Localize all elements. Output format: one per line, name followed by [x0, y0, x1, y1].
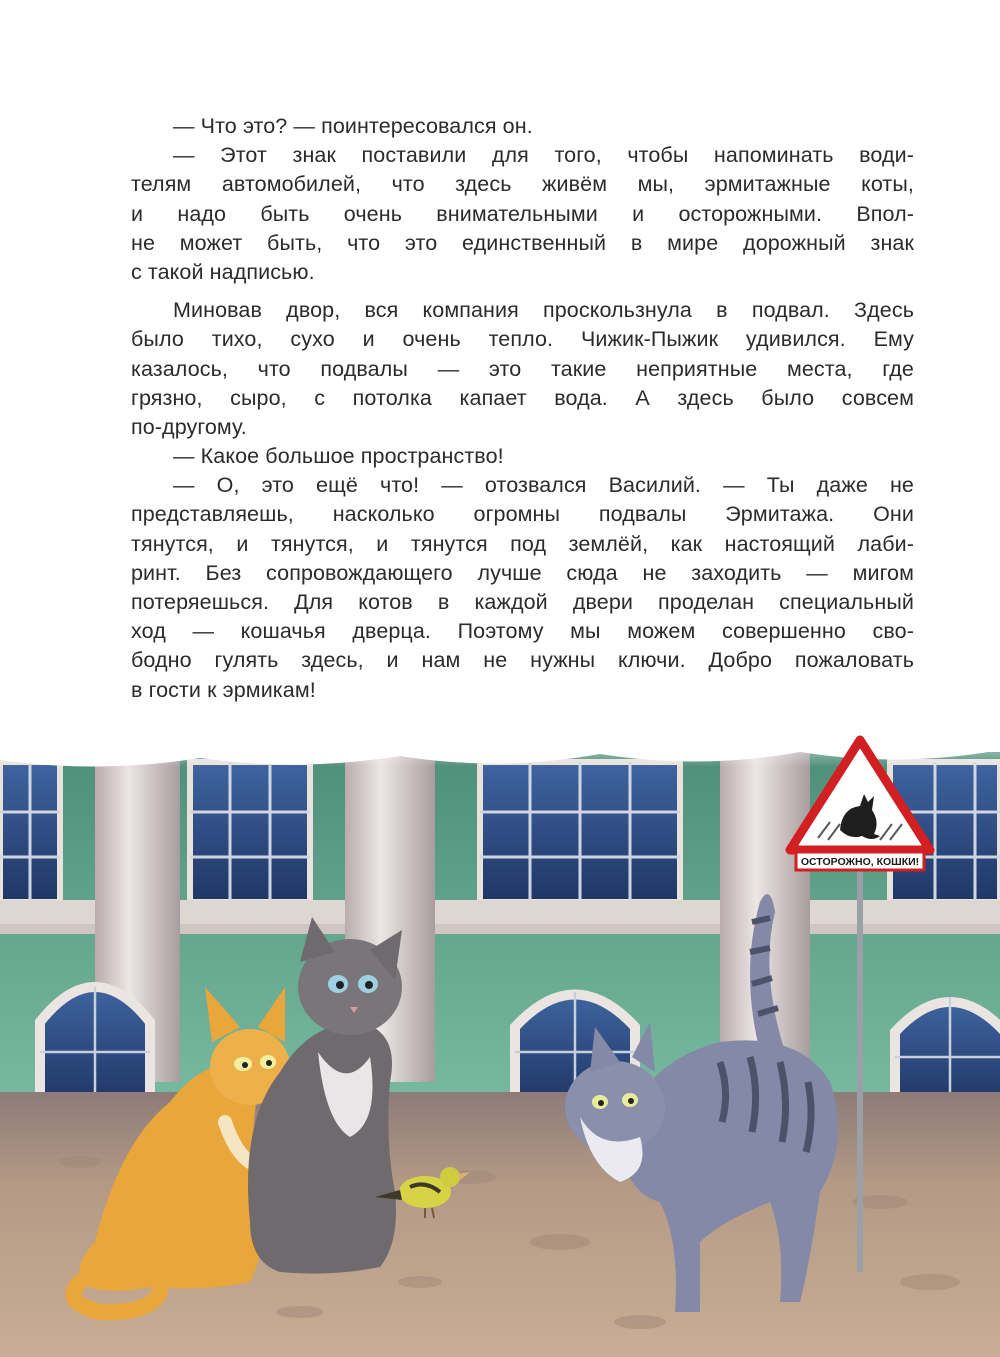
- text-line: — Что это? — поинтересовался он.: [173, 114, 533, 138]
- text-line: бодно гулять здесь, и нам не нужны ключи. Добро пожаловать: [131, 648, 914, 673]
- courtyard-illustration: [0, 722, 1000, 1357]
- text-line: грязно, сыро, с потолка капает вода. А здесь было совсем: [131, 385, 914, 410]
- text-line: тянутся, и тянутся, и тянутся под землёй, как настоящий лаби-: [131, 531, 914, 556]
- text-line: не может быть, что это единственный в мире дорожный знак: [131, 230, 914, 255]
- text-line: Миновав двор, вся компания проскользнула в подвал. Здесь: [173, 298, 914, 323]
- text-line: — О, это ещё что! — отозвался Василий. — Ты даже не: [173, 473, 914, 498]
- text-line: в гости к эрмикам!: [131, 677, 316, 702]
- text-line: с такой надписью.: [131, 259, 315, 284]
- text-line: ринт. Без сопровождающего лучше сюда не заходить — мигом: [131, 560, 914, 585]
- text-line: телям автомобилей, что здесь живём мы, эрмитажные коты,: [131, 172, 914, 197]
- text-line: казалось, что подвалы — это такие неприятные места, где: [131, 356, 914, 381]
- text-line: ход — кошачья дверца. Поэтому мы можем совершенно сво-: [131, 619, 914, 644]
- text-line: — Какое большое пространство!: [173, 444, 504, 469]
- text-line: было тихо, сухо и очень тепло. Чижик-Пыжик удивился. Ему: [131, 327, 914, 352]
- text-line: представляешь, насколько огромны подвалы Эрмитажа. Они: [131, 502, 914, 527]
- text-line: потеряешься. Для котов в каждой двери проделан специальный: [131, 590, 914, 614]
- text-line: по-другому.: [131, 414, 247, 439]
- text-line: — Этот знак поставили для того, чтобы напоминать води-: [173, 143, 914, 168]
- sign-label: ОСТОРОЖНО, КОШКИ!: [800, 856, 920, 868]
- story-text: [131, 112, 914, 705]
- text-line: и надо быть очень внимательными и осторожными. Впол-: [131, 201, 914, 226]
